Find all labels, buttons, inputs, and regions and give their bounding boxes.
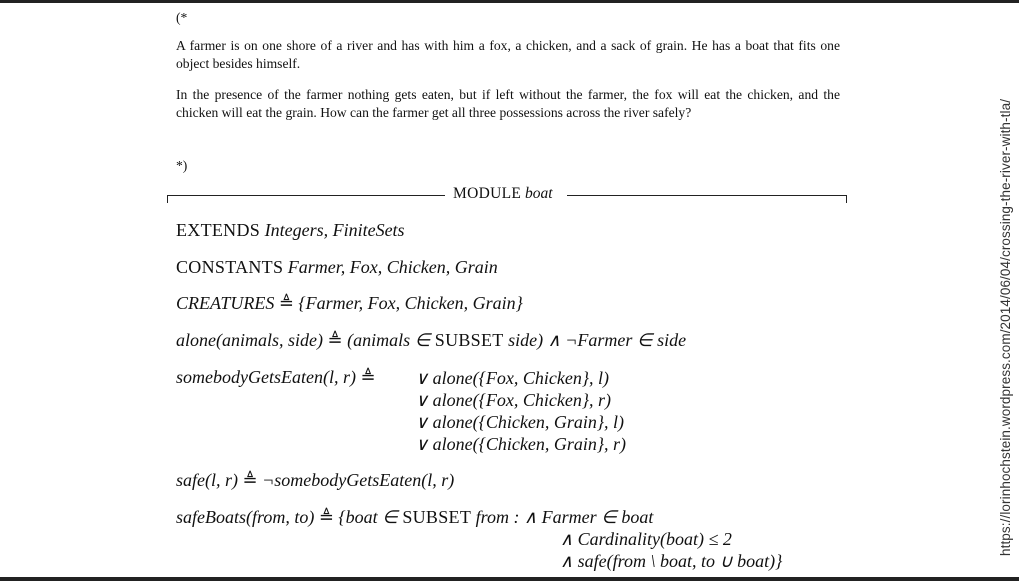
somebody-disjunct-2: ∨ alone({Fox, Chicken}, r) [415, 390, 612, 410]
constants-names: Farmer, Fox, Chicken, Grain [287, 257, 498, 277]
safeboats-conjunct-2: ∧ Cardinality(boat) ≤ 2 [560, 529, 732, 549]
bottom-border [0, 577, 1019, 581]
safeboats-subset-keyword: SUBSET [402, 507, 472, 527]
module-rule-right [567, 195, 847, 196]
alone-lhs: alone(animals, side) [176, 330, 323, 350]
module-name: boat [524, 185, 553, 202]
top-border [0, 0, 1019, 3]
somebody-disjunct-4: ∨ alone({Chicken, Grain}, r) [415, 434, 627, 454]
module-rule-tick-right [846, 195, 847, 203]
safeboats-conjunct-3: ∧ safe(from \ boat, to ∪ boat)} [560, 551, 783, 571]
somebody-disjunct-3: ∨ alone({Chicken, Grain}, l) [415, 412, 625, 432]
safeboats-operator: ≜ [318, 507, 334, 527]
constants-keyword: CONSTANTS [176, 257, 284, 277]
somebody-operator: ≜ [360, 367, 376, 387]
extends-keyword: EXTENDS [176, 220, 261, 240]
module-rule-left [167, 195, 445, 196]
safeboats-definition [176, 506, 653, 528]
source-url-watermark: https://lorinhochstein.wordpress.com/2014/06/04/crossing-the-river-with-tla/ [998, 98, 1013, 556]
extends-line [176, 219, 405, 241]
alone-subset-keyword: SUBSET [434, 330, 504, 350]
alone-rhs-a: (animals ∈ [347, 330, 431, 350]
safeboats-rhs-a: {boat ∈ [338, 507, 398, 527]
safe-lhs: safe(l, r) [176, 470, 238, 490]
module-header [167, 184, 847, 206]
module-keyword: MODULE [453, 185, 522, 202]
alone-definition [176, 329, 686, 351]
constants-line [176, 256, 498, 278]
module-label [453, 185, 553, 203]
alone-operator: ≜ [327, 330, 343, 350]
comment-paragraph-2: In the presence of the farmer nothing gets eaten, but if left without the farmer, the fox will eat the chicken, and the chicken will eat the grain. How can the farmer get all three possessions across the river safely? [176, 87, 840, 120]
creatures-definition [176, 292, 523, 314]
somebody-definition [176, 366, 376, 388]
safeboats-lhs: safeBoats(from, to) [176, 507, 315, 527]
extends-modules: Integers, FiniteSets [264, 220, 405, 240]
safe-definition [176, 469, 454, 491]
module-rule-tick-left [167, 195, 168, 203]
creatures-operator: ≜ [278, 293, 294, 313]
somebody-disjunct-1: ∨ alone({Fox, Chicken}, l) [415, 368, 610, 388]
safeboats-rhs-b: from : ∧ Farmer ∈ boat [475, 507, 654, 527]
comment-paragraph-1: A farmer is on one shore of a river and has with him a fox, a chicken, and a sack of grain. He has a boat that fits one object besides himself. [176, 38, 840, 71]
alone-rhs-b: side) ∧ ¬Farmer ∈ side [508, 330, 687, 350]
somebody-lhs: somebodyGetsEaten(l, r) [176, 367, 356, 387]
creatures-name: CREATURES [176, 293, 275, 313]
creatures-value: {Farmer, Fox, Chicken, Grain} [298, 293, 523, 313]
comment-open: (* [176, 10, 188, 25]
safe-operator: ≜ [242, 470, 258, 490]
comment-close: *) [176, 158, 188, 173]
safe-rhs: ¬somebodyGetsEaten(l, r) [262, 470, 455, 490]
